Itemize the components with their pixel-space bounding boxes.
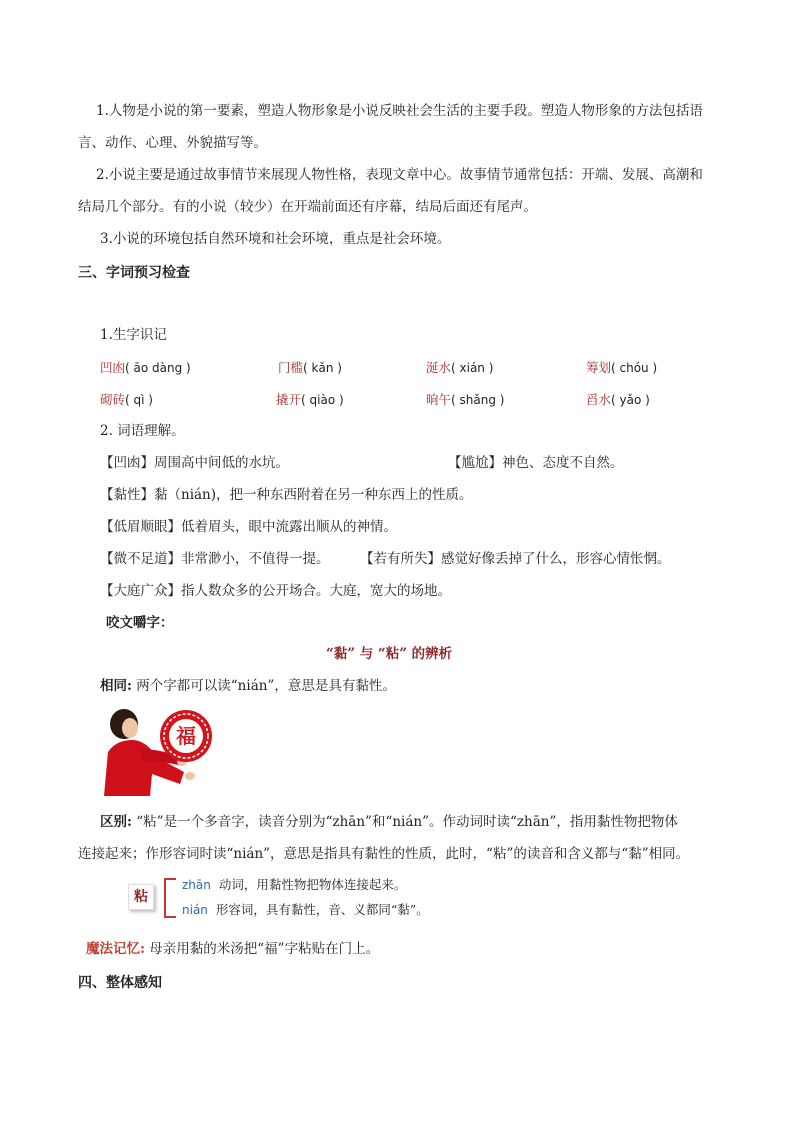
difference-line-1: 区别: “粘”是一个多音字，读音分别为“zhān”和“nián”。作动词时读“zhān”，指用黏性物把物体: [100, 814, 678, 830]
intro-paragraph-2-line-1: 2.小说主要是通过故事情节来展现人物性格，表现文章中心。故事情节通常包括：开端、发展、高潮和: [96, 167, 703, 183]
section-4-heading: 四、整体感知: [78, 975, 162, 991]
word-definition: 【若有所失】感觉好像丢掉了什么，形容心情怅惘。: [360, 551, 671, 567]
char-item: 晌午( shǎng ): [426, 392, 505, 407]
magic-memory: 魔法记忆: 母亲用黏的米汤把“福”字粘贴在门上。: [86, 941, 380, 957]
char-item: 舀水( yǎo ): [586, 392, 650, 407]
reading-bracket: [164, 878, 176, 918]
section-3-heading: 三、字词预习检查: [78, 265, 190, 281]
intro-paragraph-1-line-2: 言、动作、心理、外貌描写等。: [78, 135, 267, 151]
char-item: 砌砖( qì ): [100, 392, 153, 407]
word-definition: 【凹凼】周围高中间低的水坑。: [100, 455, 289, 471]
word-definition: 【黏性】黏（nián)，把一种东西附着在另一种东西上的性质。: [100, 487, 473, 503]
word-definition: 【低眉顺眼】低着眉头，眼中流露出顺从的神情。: [100, 519, 397, 535]
word-definition: 【大庭广众】指人数众多的公开场合。大庭，宽大的场地。: [100, 583, 451, 599]
subheading-char-recognition: 1.生字识记: [100, 327, 167, 343]
word-definition: 【尴尬】神色、态度不自然。: [448, 455, 624, 471]
yaowen-jiaozi-heading: 咬文嚼字：: [106, 615, 174, 631]
char-item: 撬开( qiào ): [276, 392, 344, 407]
same-point: 相同: 两个字都可以读“nián”，意思是具有黏性。: [100, 678, 396, 694]
char-item: 筹划( chóu ): [586, 360, 658, 375]
char-item: 门槛( kǎn ): [278, 360, 342, 375]
nian-character-box: 粘: [128, 884, 154, 910]
word-definition: 【微不足道】非常渺小，不值得一提。: [100, 551, 330, 567]
intro-paragraph-2-line-2: 结局几个部分。有的小说（较少）在开端前面还有序幕，结局后面还有尾声。: [78, 199, 537, 215]
intro-paragraph-3: 3.小说的环境包括自然环境和社会环境，重点是社会环境。: [100, 231, 451, 247]
reading-nian: nián 形容词，具有黏性，音、义都同“黏”。: [182, 902, 429, 917]
fu-character: 福: [176, 724, 196, 748]
woman-holding-fu-illustration: [100, 706, 220, 796]
char-item: 凹凼( āo dàng ): [100, 360, 191, 375]
analysis-title: “黏” 与 “粘” 的辨析: [326, 646, 453, 662]
difference-line-2: 连接起来；作形容词时读“nián”，意思是指具有黏性的性质，此时，“粘”的读音和含义都与“黏”相同。: [78, 846, 690, 862]
intro-paragraph-1-line-1: 1.人物是小说的第一要素，塑造人物形象是小说反映社会生活的主要手段。塑造人物形象的方法包括语: [96, 103, 703, 119]
reading-zhan: zhān 动词，用黏性物把物体连接起来。: [182, 877, 407, 892]
subheading-word-understanding: 2. 词语理解。: [100, 423, 185, 439]
char-item: 涎水( xián ): [426, 360, 494, 375]
